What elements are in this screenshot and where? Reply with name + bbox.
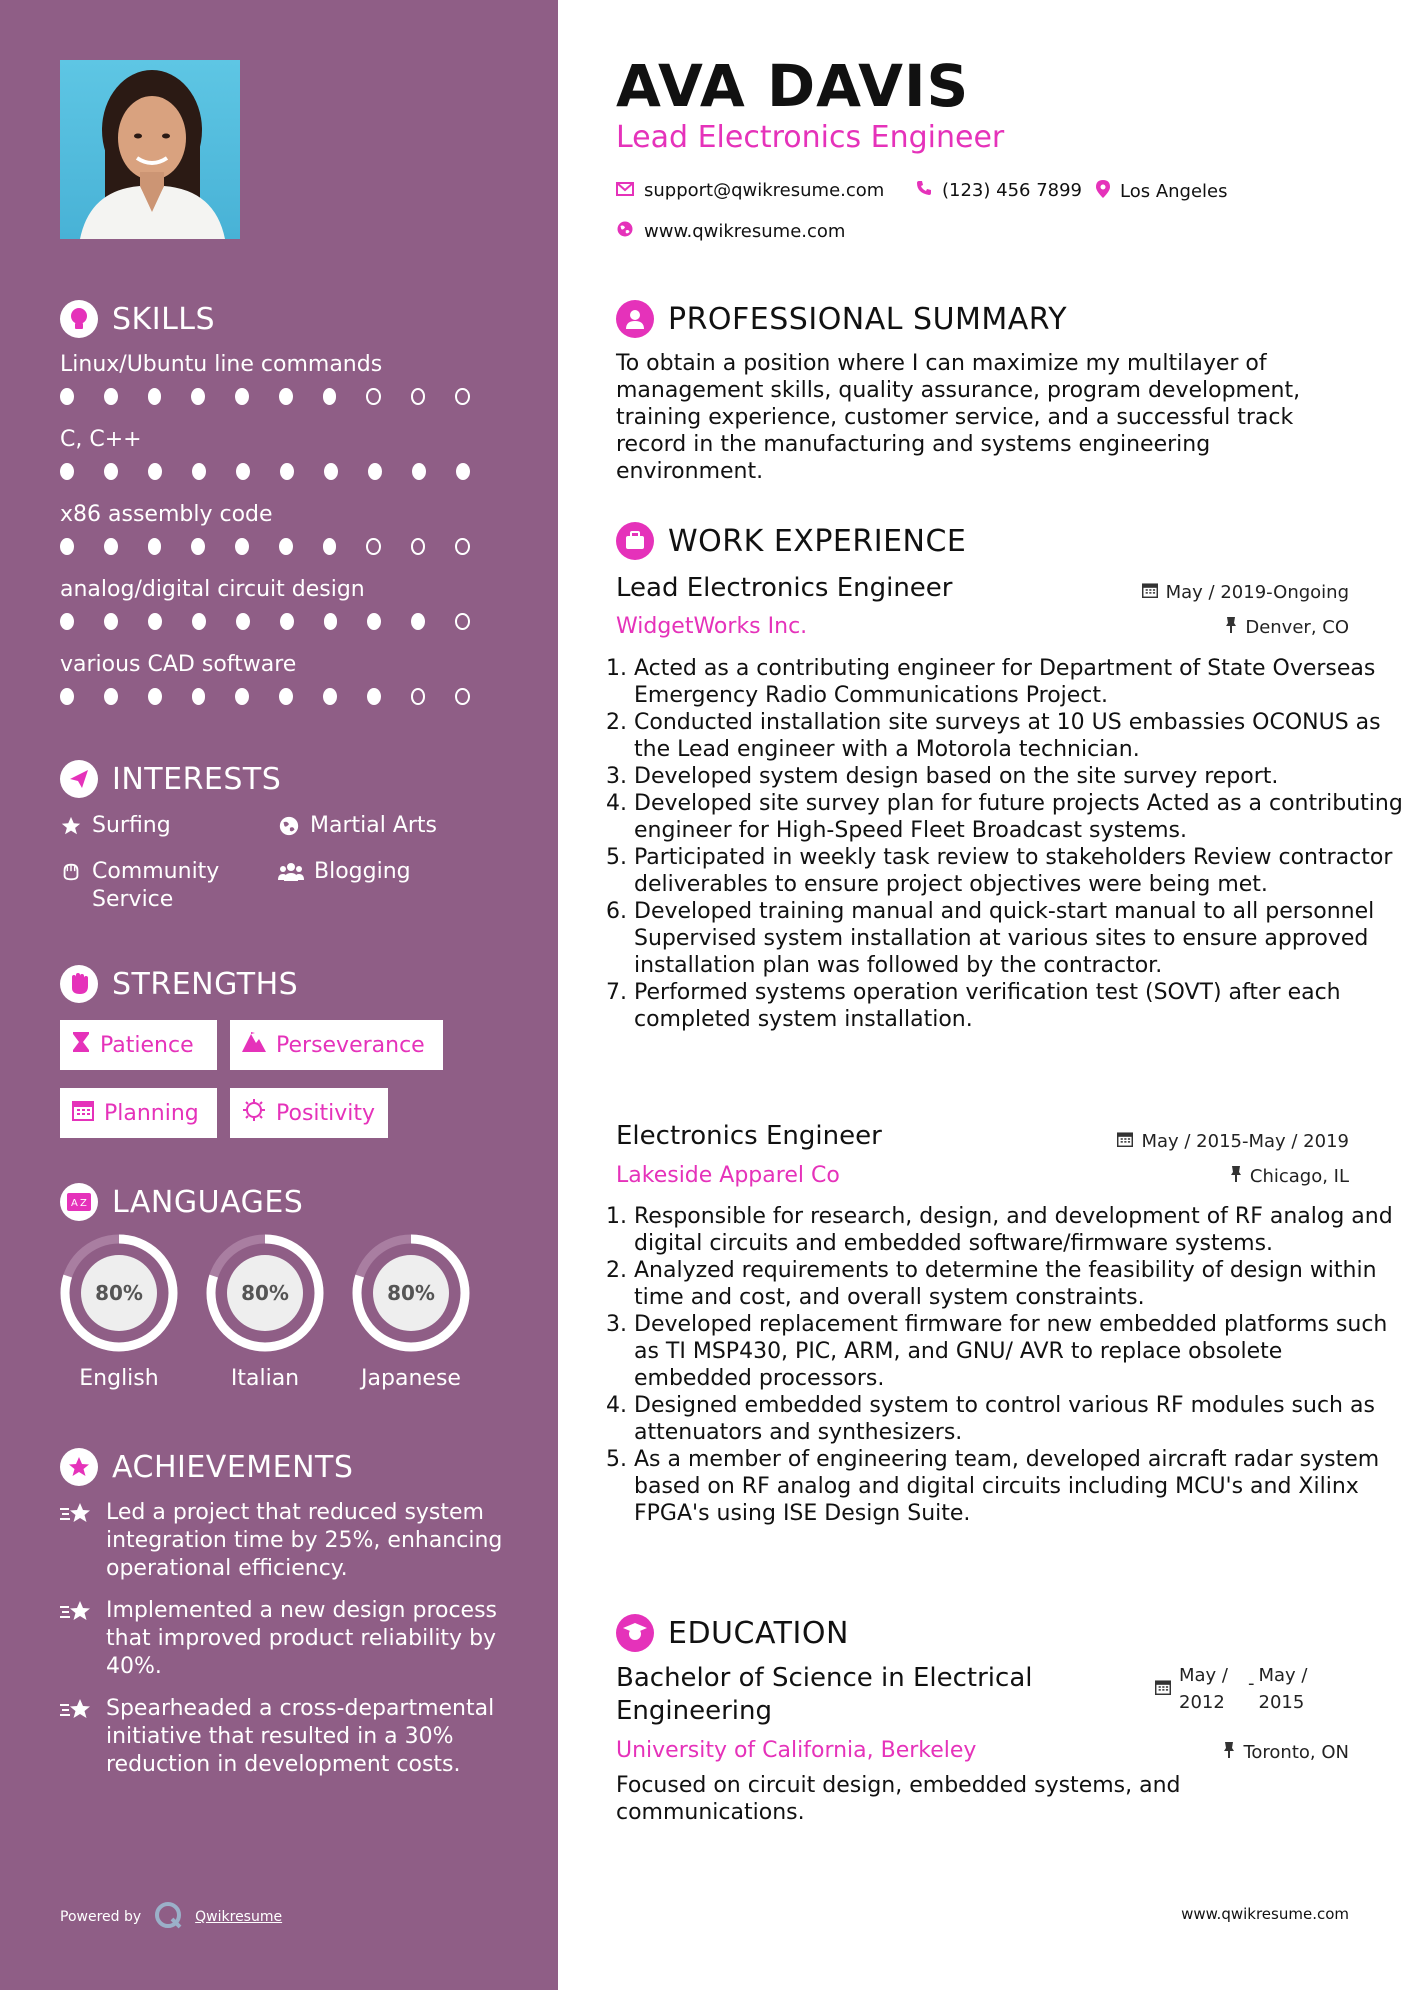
job-dates [1142,582,1349,603]
rating-dot [104,388,118,405]
summary-text: To obtain a position where I can maximize my multilayer of management skills, quality assurance, program development, training experience, customer service, and a successful track record in the manufacturing and systems engineering environment. [616,351,1301,484]
job-location [1230,1166,1349,1187]
rating-dot [60,463,74,480]
rating-dot [104,538,118,555]
company-name: Lakeside Apparel Co [616,1163,840,1188]
skill-row [60,500,500,555]
education-end [1248,1662,1308,1716]
job-bullet: 6. Developed training manual and quick-start manual to all personnel Supervised system installation at various sites to ensure approved installation plan was followed by the contractor. [634,898,1404,979]
location-contact [1096,180,1228,203]
job-bullet: 3. Developed system design based on the site survey report. [634,763,1404,790]
achievement-text: Implemented a new design process that improved product reliability by 40%. [106,1598,498,1679]
skill-name: analog/digital circuit design [60,577,365,602]
language-name: English [79,1366,159,1391]
pin-icon [1230,1166,1242,1187]
skill-name: various CAD software [60,652,297,677]
skill-name: x86 assembly code [60,502,273,527]
job-bullet: 2. Conducted installation site surveys at 10 US embassies OCONUS as the Lead engineer with a Motorola technician. [634,709,1404,763]
rating-dot [279,688,293,705]
language-item [58,1232,180,1391]
rating-dot [148,538,162,555]
end-month: May / [1258,1665,1308,1686]
pin-icon [1225,617,1237,638]
strengths-heading [60,965,298,1003]
job-title: Lead Electronics Engineer [616,573,953,603]
end-year: 2015 [1258,1692,1305,1713]
skill-name: Linux/Ubuntu line commands [60,352,383,377]
strength-chip [230,1088,388,1138]
star-badge-icon [60,1448,98,1486]
calendar-icon [1142,582,1158,603]
powered-link[interactable]: Qwikresume [195,1909,283,1925]
hourglass-icon [72,1031,90,1059]
skill-rating [60,688,500,705]
lightbulb-icon [60,300,98,338]
achievements-heading [60,1448,353,1486]
rating-dot [191,538,205,555]
skill-row [60,425,500,480]
rating-dot [366,538,381,555]
rating-dot [411,538,426,555]
email-contact [616,180,884,201]
company-name: WidgetWorks Inc. [616,614,808,639]
strength-label: Patience [100,1032,194,1058]
rating-dot [104,688,118,705]
rating-dot [411,388,426,405]
interest-label: Martial Arts [310,813,438,838]
rating-dot [412,463,426,480]
language-item [350,1232,472,1391]
sidebar [0,0,558,1990]
rating-dot [323,688,337,705]
job-bullet: 5. As a member of engineering team, developed aircraft radar system based on RF analog and digital circuits including MCU's and Xilinx FPGA's using ISE Design Suite. [634,1446,1404,1527]
education-start [1155,1662,1228,1716]
language-ring [58,1232,180,1354]
rating-dot [235,388,249,405]
degree: Bachelor of Science in Electrical Engineering [616,1663,1033,1726]
candidate-role: Lead Electronics Engineer [616,120,1005,155]
rating-dot [60,688,74,705]
phone-text[interactable]: (123) 456 7899 [942,180,1083,201]
job-location-text: Chicago, IL [1249,1166,1349,1187]
job-dates-text: May / 2019-Ongoing [1165,582,1349,603]
experience-title: WORK EXPERIENCE [668,523,967,559]
rating-dot [235,538,249,555]
map-pin-icon [1096,180,1110,203]
sun-icon [242,1098,266,1128]
strength-chip [60,1020,217,1070]
job-bullet: 7. Performed systems operation verification test (SOVT) after each completed system installation. [634,979,1404,1033]
job-bullets [616,655,1404,1033]
envelope-icon [616,180,634,201]
rating-dot [279,538,293,555]
candidate-name: AVA DAVIS [616,52,970,120]
phone-icon [916,180,932,201]
skill-rating [60,463,500,480]
interest-label: Blogging [314,859,411,884]
translate-icon [60,1183,98,1221]
rating-dot [60,388,74,405]
rating-dot [148,688,162,705]
job-bullet: 1. Responsible for research, design, and development of RF analog and digital circuits and embedded software/firmware systems. [634,1203,1404,1257]
calendar-icon [1117,1131,1133,1152]
dash: - [1248,1673,1255,1694]
graduation-icon [616,1614,654,1652]
achievement-text: Spearheaded a cross-departmental initiative that resulted in a 30% reduction in development costs. [106,1696,495,1777]
language-name: Italian [230,1366,300,1391]
strength-chip [230,1020,443,1070]
shooting-star-icon [60,1499,94,1583]
interest-label: Surfing [92,813,171,838]
calendar-icon [1155,1676,1171,1716]
job-dates-text: May / 2015-May / 2019 [1141,1131,1349,1152]
job-bullet: 4. Developed site survey plan for future projects Acted as a contributing engineer for High-Speed Fleet Broadcast systems. [634,790,1404,844]
languages-title: LANGUAGES [112,1184,304,1220]
globe-icon [278,812,300,845]
rating-dot [367,688,381,705]
rating-dot [324,613,338,630]
profile-photo [60,60,240,239]
rating-dot [191,388,205,405]
website-contact [616,220,845,243]
rating-dot [367,613,381,630]
achievements-title: ACHIEVEMENTS [112,1449,354,1485]
rating-dot [235,688,249,705]
language-ring [204,1232,326,1354]
rating-dot [60,613,74,630]
rating-dot [236,463,250,480]
rating-dot [148,613,162,630]
shooting-star-icon [60,1597,94,1681]
rating-dot [455,388,470,405]
paper-plane-icon [60,760,98,798]
rating-dot [323,388,337,405]
job-bullet: 5. Participated in weekly task review to stakeholders Review contractor deliverables to ensure project objectives were being met. [634,844,1404,898]
location-text: Los Angeles [1120,181,1228,202]
language-percent: 80% [241,1281,289,1305]
rating-dot [192,688,206,705]
rating-dot [192,463,206,480]
rating-dot [366,388,381,405]
education-location [1223,1742,1349,1763]
svg-text:A: A [71,1198,78,1209]
interest-item [60,812,171,845]
user-icon [616,300,654,338]
rating-dot [192,613,206,630]
education-description: Focused on circuit design, embedded systems, and communications. [616,1773,1181,1825]
language-percent: 80% [387,1281,435,1305]
rating-dot [104,463,118,480]
language-percent: 80% [95,1281,143,1305]
phone-contact [916,180,1082,201]
svg-text:Z: Z [80,1198,87,1209]
rating-dot [60,538,74,555]
calendar-icon [72,1099,94,1127]
rating-dot [411,613,425,630]
shooting-star-icon [60,1695,94,1779]
skill-row [60,575,500,630]
powered-label: Powered by [60,1909,142,1925]
skill-rating [60,613,500,630]
language-item [204,1232,326,1391]
interest-item [60,858,260,914]
rating-dot [280,463,294,480]
school-name: University of California, Berkeley [616,1738,977,1763]
users-icon [278,858,304,891]
skills-heading [60,300,215,338]
job-bullet: 2. Analyzed requirements to determine the feasibility of design within time and cost, and overall system constraints. [634,1257,1404,1311]
start-month: May / [1179,1665,1228,1686]
interests-title: INTERESTS [112,761,282,797]
skill-name: C, C++ [60,427,142,452]
main-content [558,0,1407,1990]
interest-item [278,858,411,891]
rating-dot [323,538,337,555]
globe-icon [616,220,634,243]
start-year: 2012 [1179,1692,1225,1713]
languages-heading [60,1183,303,1221]
achievement-text: Led a project that reduced system integration time by 25%, enhancing operational efficiency. [106,1500,503,1581]
interest-item [278,812,437,845]
skills-title: SKILLS [112,301,216,337]
strength-label: Perseverance [276,1032,425,1058]
summary-heading [616,300,1067,338]
qwikresume-logo-icon [153,1900,183,1934]
rating-dot [411,688,426,705]
rating-dot [368,463,382,480]
skill-row [60,350,500,405]
hand-icon [60,858,82,891]
skill-rating [60,388,500,405]
rating-dot [324,463,338,480]
rating-dot [104,613,118,630]
email-text[interactable]: support@qwikresume.com [644,180,885,201]
interests-heading [60,760,281,798]
job-bullet: 1. Acted as a contributing engineer for Department of State Overseas Emergency Radio Communications Project. [634,655,1404,709]
pin-icon [1223,1742,1235,1763]
briefcase-icon [616,522,654,560]
job-dates [1117,1131,1349,1152]
interest-label: Community Service [92,859,220,912]
rating-dot [456,463,470,480]
rating-dot [148,463,162,480]
skill-row [60,650,500,705]
strengths-title: STRENGTHS [112,966,299,1002]
footer-url[interactable]: www.qwikresume.com [1181,1905,1349,1923]
job-location-text: Denver, CO [1245,617,1349,638]
education-location-text: Toronto, ON [1243,1742,1349,1763]
strength-label: Positivity [276,1100,376,1126]
rating-dot [455,688,470,705]
job-bullet: 4. Designed embedded system to control various RF modules such as attenuators and synthesizers. [634,1392,1404,1446]
star-icon [60,812,82,845]
achievement-item [60,1597,510,1681]
job-location [1225,617,1349,638]
job-bullet: 3. Developed replacement firmware for new embedded platforms such as TI MSP430, PIC, ARM, and GNU/ AVR to replace obsolete embedded processors. [634,1311,1404,1392]
rating-dot [280,613,294,630]
summary-title: PROFESSIONAL SUMMARY [668,301,1068,337]
job-bullets [616,1203,1404,1527]
achievement-item [60,1499,510,1583]
achievement-item [60,1695,510,1779]
language-ring [350,1232,472,1354]
mountain-icon [242,1032,266,1058]
powered-by [60,1900,282,1934]
job-title: Electronics Engineer [616,1121,882,1151]
fist-icon [60,965,98,1003]
strength-chip [60,1088,217,1138]
experience-heading [616,522,966,560]
rating-dot [455,538,470,555]
skill-rating [60,538,500,555]
rating-dot [236,613,250,630]
website-text[interactable]: www.qwikresume.com [644,221,846,242]
education-title: EDUCATION [668,1615,849,1651]
rating-dot [455,613,470,630]
language-name: Japanese [361,1366,461,1391]
strength-label: Planning [104,1100,199,1126]
education-heading [616,1614,849,1652]
rating-dot [148,388,162,405]
rating-dot [279,388,293,405]
